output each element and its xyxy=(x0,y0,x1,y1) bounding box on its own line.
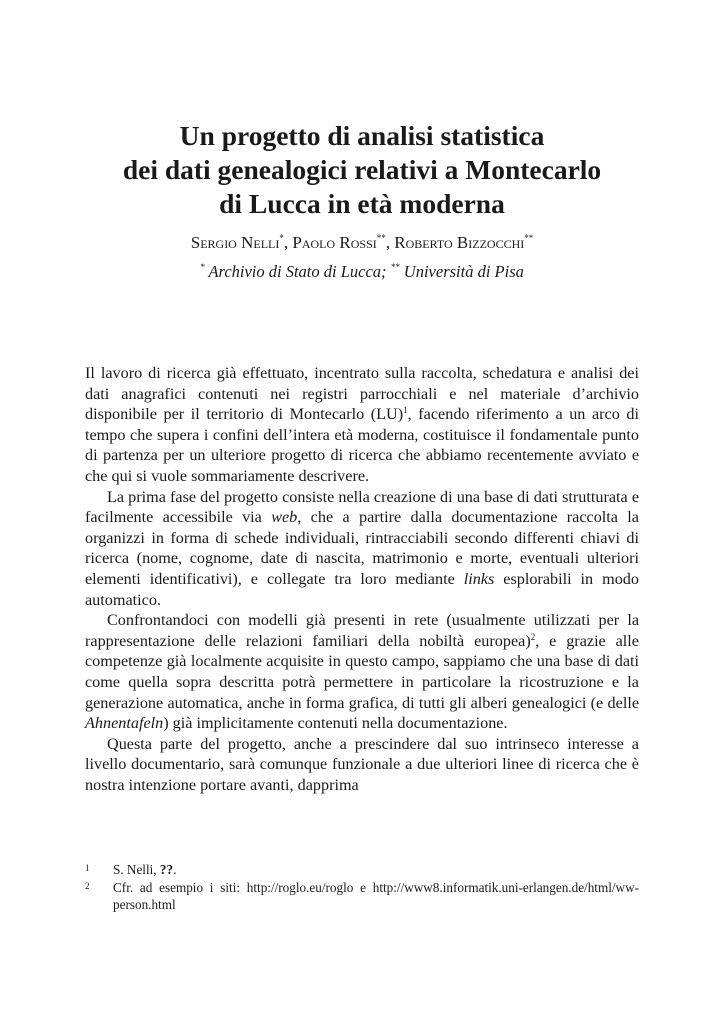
author-name: Sergio Nelli xyxy=(190,233,280,252)
footnote-text[interactable]: Cfr. ad esempio i siti: http://roglo.eu/roglo e http://www8.informatik.uni-erlangen.de/html/ww-person.html xyxy=(113,879,639,912)
affiliation-name: Università di Pisa xyxy=(403,262,524,281)
paragraph-text: , e grazie alle competenze già localmente acquisite in questo campo, sappiamo che una base di dati come quella sopra descritta potrà permettere in particolare la ricostruzione e la generazione automatica, anche in forma grafica, di tutti gli alberi genealogici (e delle xyxy=(85,631,639,712)
footnote xyxy=(85,861,639,879)
paragraph-text: esplorabili in modo automatico. xyxy=(85,569,639,609)
footnote-number: 1 xyxy=(85,863,90,873)
author-name: Roberto Bizzocchi xyxy=(394,233,525,252)
paper-title xyxy=(60,119,664,221)
title-line-3: di Lucca in età moderna xyxy=(219,188,505,219)
paragraph-1 xyxy=(85,363,639,487)
author-mark: ** xyxy=(524,233,534,243)
paragraph-text: Confrontandoci con modelli già presenti in rete (usualmente utilizzati per la rappresentazione delle relazioni familiari della nobiltà europea) xyxy=(85,611,639,650)
footnotes xyxy=(85,861,639,914)
footnote xyxy=(85,879,639,914)
affiliation-mark: ** xyxy=(390,262,400,272)
paragraph-text: , facendo riferimento a un arco di tempo che supera i confini dell’intera età moderna, costituisce il fondamentale punto di partenza per un ulteriore progetto di ricerca che abbiamo recentemente avviato e che qui si vuole sommariamente descrivere. xyxy=(85,405,639,485)
paragraph-text: ) già implicitamente contenuti nella documentazione. xyxy=(163,714,508,733)
footnote-ref[interactable]: 2 xyxy=(530,631,536,642)
body-text xyxy=(85,363,639,795)
footnote-text xyxy=(113,861,639,879)
author-list: Sergio Nelli*, Paolo Rossi**, Roberto Bizzocchi** xyxy=(190,233,534,252)
title-line-1: Un progetto di analisi statistica xyxy=(179,120,545,151)
paragraph-text: , che a partire dalla documentazione raccolta la organizzi in forma di schede individuali, rintracciabili secondo differenti chiavi di ricerca (nome, cognome, date di nascita, matrimonio e morte, eventuali ulteriori elementi identificativi), e collegate tra loro mediante xyxy=(85,508,639,588)
paragraph-text: Il lavoro di ricerca già effettuato, incentrato sulla raccolta, schedatura e analisi dei dati anagrafici contenuti nei registri parrocchiali e nel materiale d’archivio disponibile per il territorio di Montecarlo (LU) xyxy=(85,364,639,424)
author-mark: * xyxy=(279,233,284,243)
affiliation-mark: * xyxy=(200,262,205,272)
affiliation-list xyxy=(60,256,664,283)
paragraph-2 xyxy=(85,487,639,611)
footnote-tail: . xyxy=(173,862,177,877)
author-name: Paolo Rossi xyxy=(292,233,377,252)
paragraph-4 xyxy=(85,734,639,796)
emphasis-text: web xyxy=(271,508,298,527)
title-line-2: dei dati genealogici relativi a Montecarlo xyxy=(122,154,602,185)
footnote-ref[interactable]: 1 xyxy=(403,405,408,416)
footnote-number: 2 xyxy=(85,880,90,891)
footnote-body: S. Nelli, xyxy=(113,862,160,877)
paragraph-text: Questa parte del progetto, anche a prescindere dal suo intrinseco interesse a livello documentario, sarà comunque funzionale a due ulteriori linee di ricerca che è nostra intenzione portare avanti, dapprima xyxy=(85,734,639,794)
footnote-bold: ?? xyxy=(159,862,174,877)
paragraph-text: La prima fase del progetto consiste nella creazione di una base di dati strutturata e facilmente accessibile via xyxy=(85,487,639,527)
emphasis-text: links xyxy=(463,569,495,588)
affiliation-name: Archivio di Stato di Lucca; xyxy=(208,262,387,281)
paragraph-3 xyxy=(85,610,639,734)
emphasis-text: Ahnentafeln xyxy=(85,714,164,733)
author-mark: ** xyxy=(376,233,386,243)
